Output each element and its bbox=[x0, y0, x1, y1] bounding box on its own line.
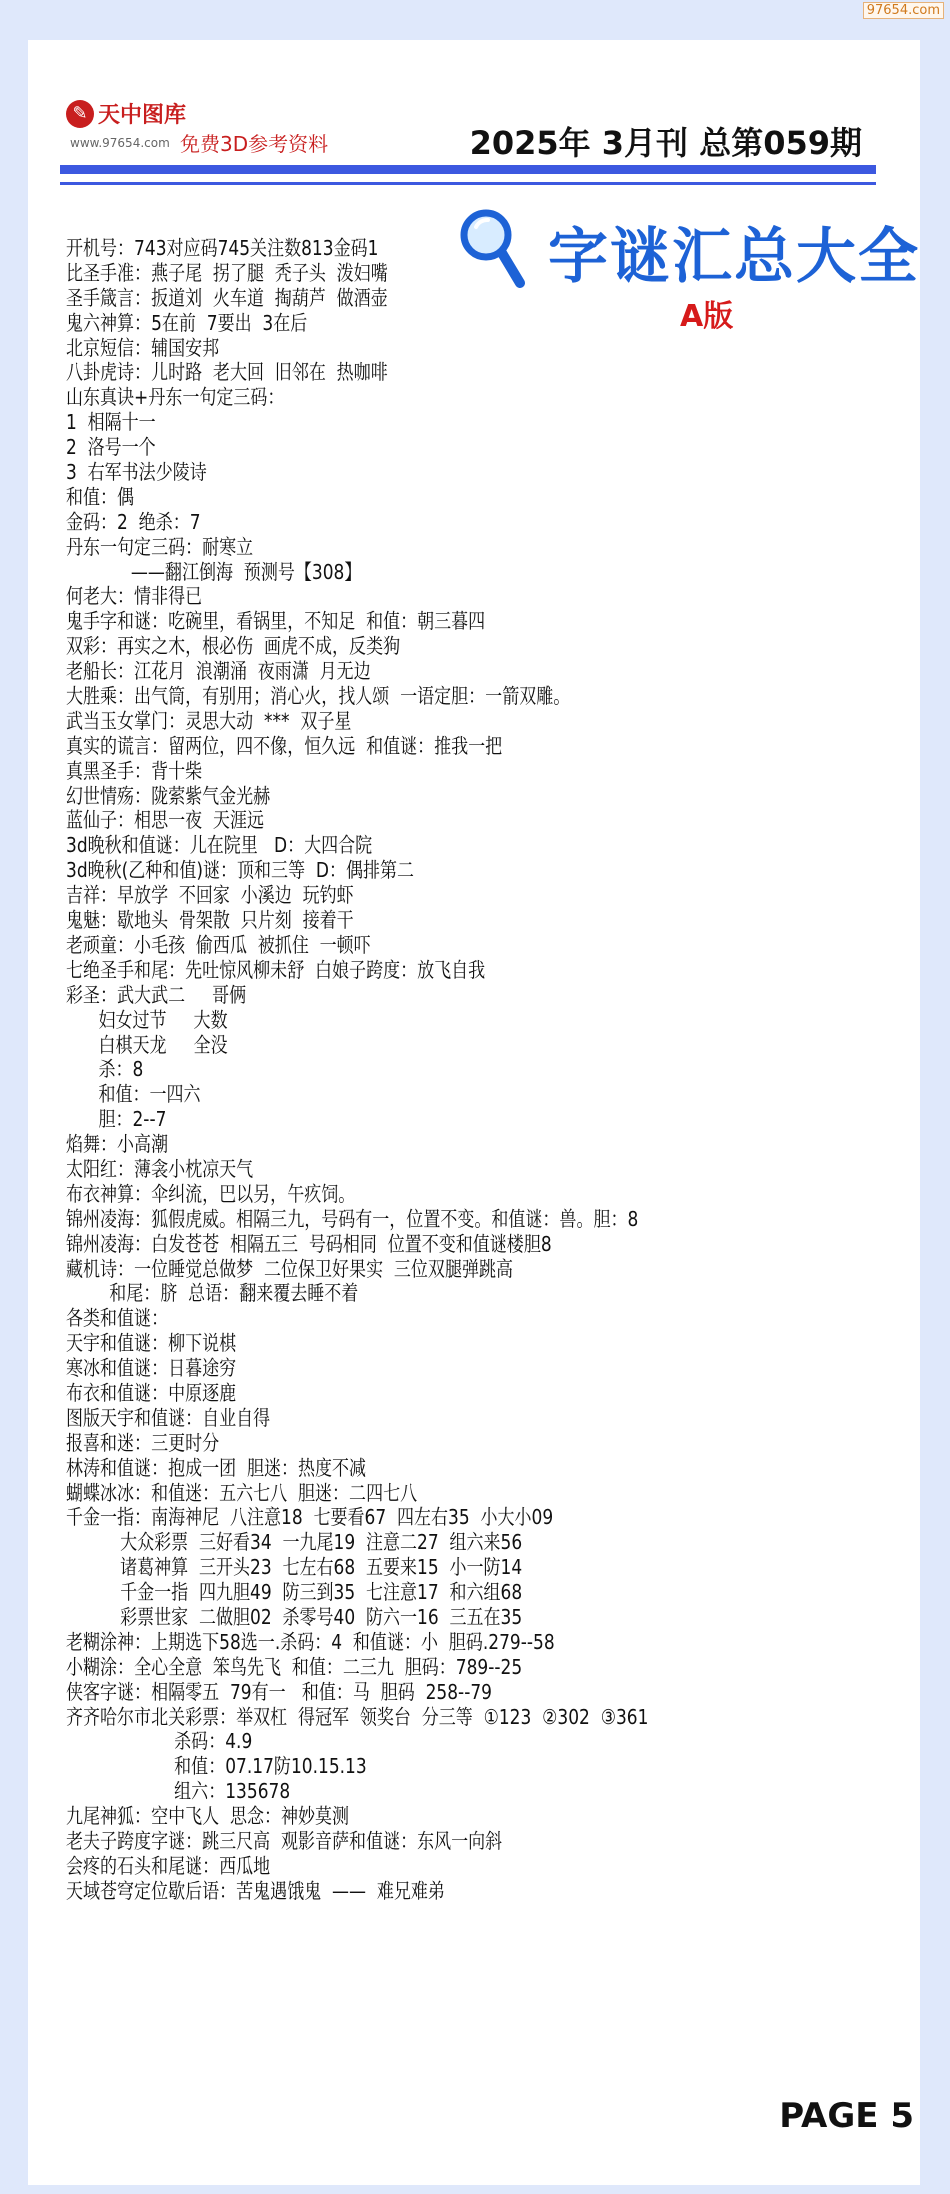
riddle-line: 齐齐哈尔市北关彩票：举双杠 得冠军 领奖台 分三等 ①123 ②302 ③361 bbox=[66, 1704, 649, 1729]
riddle-line: 会疼的石头和尾谜：西瓜地 bbox=[66, 1853, 271, 1878]
riddle-line: 金码：2 绝杀：7 bbox=[66, 509, 201, 534]
riddle-line: 北京短信：辅国安邦 bbox=[66, 335, 220, 360]
riddle-line: 和尾：脐 总语：翻来覆去睡不着 bbox=[66, 1281, 359, 1306]
riddle-line: 千金一指：南海神尼 八注意18 七要看67 四左右35 小大小09 bbox=[66, 1505, 554, 1530]
riddle-line: 2 洛号一个 bbox=[66, 435, 156, 460]
riddle-line: 何老大：情非得已 bbox=[66, 584, 203, 609]
riddle-line: 藏机诗：一位睡觉总做梦 二位保卫好果实 三位双腿弹跳高 bbox=[66, 1256, 514, 1281]
riddle-line: 3d晚秋和值谜：儿在院里 D：大四合院 bbox=[66, 833, 373, 858]
logo-name: 天中图库 bbox=[98, 103, 187, 128]
riddle-line: 杀码：4.9 bbox=[66, 1729, 253, 1754]
riddle-line: 寒冰和值谜：日暮途穷 bbox=[66, 1356, 237, 1381]
riddle-line: 和值：偶 bbox=[66, 484, 135, 509]
header-divider bbox=[60, 165, 876, 174]
issue-label: 2025年 3月刊 总第059期 bbox=[469, 124, 862, 162]
riddle-line: 蝴蝶冰冰：和值迷：五六七八 胆迷：二四七八 bbox=[66, 1480, 418, 1505]
version-label: A版 bbox=[680, 299, 734, 334]
riddle-line: 和值：一四六 bbox=[66, 1082, 201, 1107]
riddle-line: 大胜乘：出气筒，有别用；消心火，找人颂 一语定胆：一箭双雕。 bbox=[66, 684, 571, 709]
riddle-line: 八卦虎诗：儿时路 老大回 旧邻在 热咖啡 bbox=[66, 360, 388, 385]
riddle-line: 侠客字谜：相隔零五 79有一 和值：马 胆码 258--79 bbox=[66, 1679, 492, 1704]
riddle-line: 彩圣：武大武二 哥俩 bbox=[66, 982, 247, 1007]
riddle-line: 3d晚秋(乙种和值)谜：顶和三等 D：偶排第二 bbox=[66, 858, 415, 883]
riddle-line: 布衣神算：伞纠流，巴以另，午疚饲。 bbox=[66, 1181, 356, 1206]
tianzhong-logo-icon: ✎ bbox=[66, 100, 94, 128]
riddle-line: ——翻江倒海 预测号【308】 bbox=[66, 559, 362, 584]
riddle-line: 杀：8 bbox=[66, 1057, 144, 1082]
riddle-line: 小糊涂：全心全意 笨鸟先飞 和值：二三九 胆码：789--25 bbox=[66, 1654, 523, 1679]
header-subtitle: 免费3D参考资料 bbox=[180, 132, 329, 156]
riddle-line: 老顽童：小毛孩 偷西瓜 被抓住 一顿吓 bbox=[66, 932, 371, 957]
riddle-line: 天域苍穹定位歇后语：苦鬼遇饿鬼 —— 难兄难弟 bbox=[66, 1878, 445, 1903]
riddle-line: 鬼魅：歇地头 骨架散 只片刻 接着干 bbox=[66, 908, 354, 933]
logo-url: www.97654.com bbox=[70, 136, 170, 150]
riddle-line: 妇女过节 大数 bbox=[66, 1007, 228, 1032]
riddle-line: 幻世情殇：陇萦紫气金光赫 bbox=[66, 783, 271, 808]
riddle-line: 双彩：再实之木，根必伤 画虎不成，反类狗 bbox=[66, 634, 401, 659]
riddle-line: 九尾神狐：空中飞人 思念：神妙莫测 bbox=[66, 1804, 350, 1829]
riddle-line: 图版天宇和值谜：自业自得 bbox=[66, 1405, 271, 1430]
page-title: 字谜汇总大全 bbox=[548, 222, 920, 292]
riddle-line: 真黑圣手：背十柴 bbox=[66, 758, 203, 783]
riddle-list bbox=[66, 236, 730, 1904]
riddle-line: 布衣和值谜：中原逐鹿 bbox=[66, 1380, 237, 1405]
riddle-line: 胆：2--7 bbox=[66, 1107, 167, 1132]
riddle-line: 吉祥：早放学 不回家 小溪边 玩钓虾 bbox=[66, 883, 354, 908]
riddle-line: 报喜和迷：三更时分 bbox=[66, 1430, 220, 1455]
riddle-line: 太阳红：薄衾小枕凉天气 bbox=[66, 1156, 254, 1181]
riddle-line: 3 右军书法少陵诗 bbox=[66, 460, 207, 485]
riddle-line: 诸葛神算 三开头23 七左右68 五要来15 小一防14 bbox=[66, 1555, 523, 1580]
riddle-line: 大众彩票 三好看34 一九尾19 注意二27 组六来56 bbox=[66, 1530, 523, 1555]
riddle-line: 山东真诀+丹东一句定三码： bbox=[66, 385, 285, 410]
riddle-line: 真实的谎言：留两位，四不像，恒久远 和值谜：推我一把 bbox=[66, 733, 503, 758]
riddle-line: 和值：07.17防10.15.13 bbox=[66, 1754, 367, 1779]
riddle-line: 锦州凌海：狐假虎威。相隔三九，号码有一，位置不变。和值谜：兽。胆：8 bbox=[66, 1206, 639, 1231]
header-divider-thin bbox=[60, 182, 876, 185]
riddle-line: 老糊涂神：上期选下58选一.杀码：4 和值谜：小 胆码.279--58 bbox=[66, 1629, 555, 1654]
riddle-line: 彩票世家 二做胆02 杀零号40 防六一16 三五在35 bbox=[66, 1604, 523, 1629]
riddle-line: 各类和值谜： bbox=[66, 1306, 169, 1331]
riddle-line: 丹东一句定三码：耐寒立 bbox=[66, 534, 254, 559]
riddle-line: 千金一指 四九胆49 防三到35 七注意17 和六组68 bbox=[66, 1580, 523, 1605]
riddle-line: 老夫子跨度字谜：跳三尺高 观影音萨和值谜：东风一向斜 bbox=[66, 1829, 503, 1853]
site-watermark: 97654.com bbox=[863, 2, 944, 19]
riddle-line: 七绝圣手和尾：先吐惊风柳未舒 白娘子跨度：放飞自我 bbox=[66, 957, 486, 982]
riddle-line: 圣手箴言：扳道刘 火车道 掏葫芦 做酒壶 bbox=[66, 285, 388, 310]
riddle-line: 鬼六神算：5在前 7要出 3在后 bbox=[66, 310, 308, 335]
riddle-line: 天宇和值谜：柳下说棋 bbox=[66, 1331, 237, 1356]
riddle-line: 焰舞：小高潮 bbox=[66, 1132, 169, 1157]
riddle-line: 蓝仙子：相思一夜 天涯远 bbox=[66, 808, 264, 833]
riddle-line: 老船长：江花月 浪潮涌 夜雨潇 月无边 bbox=[66, 659, 371, 684]
riddle-line: 武当玉女掌门：灵思大动 *** 双子星 bbox=[66, 708, 352, 733]
riddle-line: 鬼手字和谜：吃碗里，看锅里，不知足 和值：朝三暮四 bbox=[66, 609, 486, 634]
riddle-line: 锦州凌海：白发苍苍 相隔五三 号码相同 位置不变和值谜楼胆8 bbox=[66, 1231, 552, 1256]
riddle-line: 白棋天龙 全没 bbox=[66, 1032, 228, 1057]
riddle-line: 林涛和值谜：抱成一团 胆迷：热度不减 bbox=[66, 1455, 367, 1480]
riddle-line: 比圣手准：燕子尾 拐了腿 秃子头 泼妇嘴 bbox=[66, 260, 388, 285]
riddle-line: 1 相隔十一 bbox=[66, 410, 156, 435]
riddle-line: 开机号：743对应码745关注数813金码1 bbox=[66, 236, 379, 260]
riddle-line: 组六：135678 bbox=[66, 1779, 291, 1804]
page-number: PAGE 5 bbox=[779, 2096, 914, 2136]
